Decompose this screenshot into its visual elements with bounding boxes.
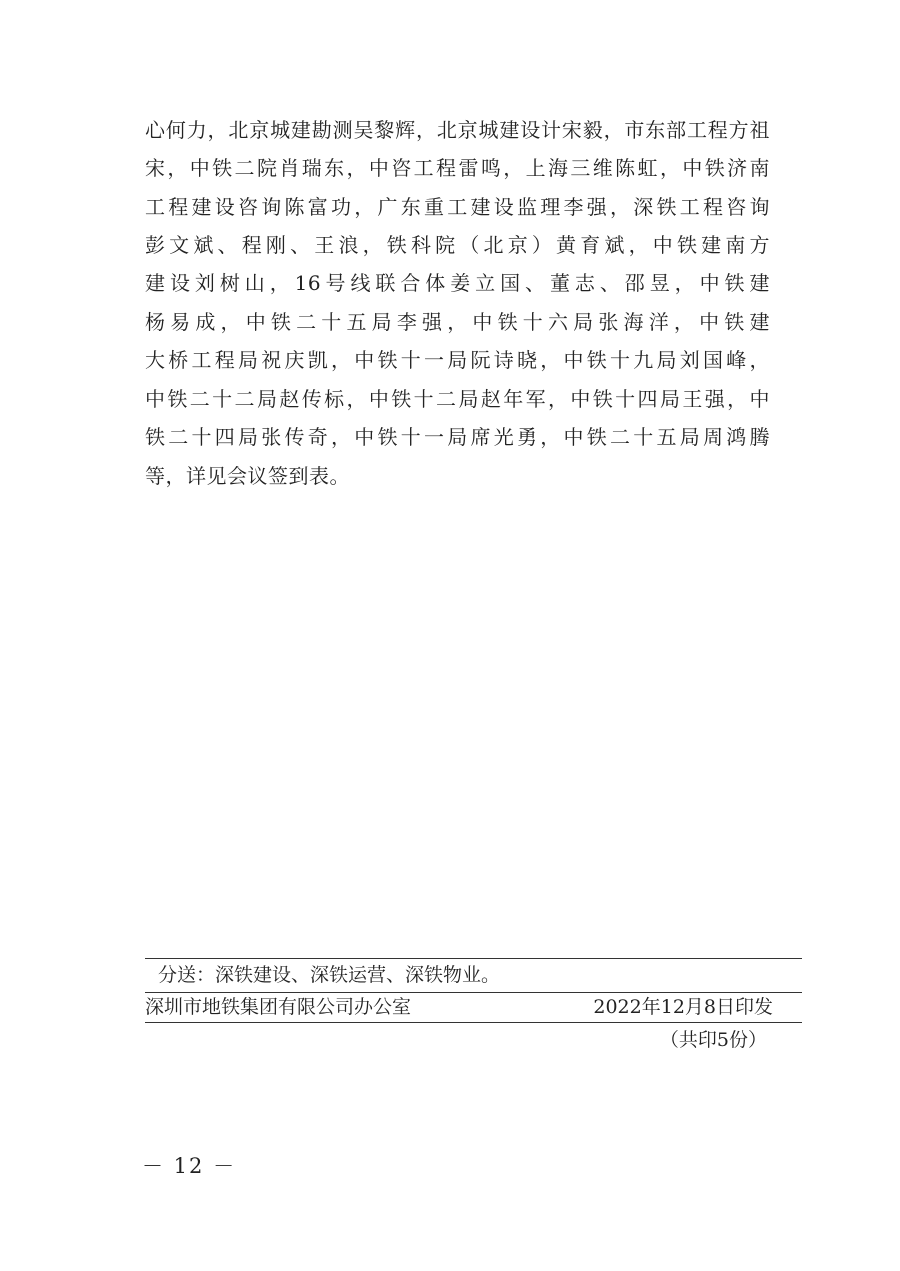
body-line: 等，详见会议签到表。 — [145, 464, 350, 488]
print-copies: （共印5份） — [659, 1029, 767, 1051]
distribution-line: 分送：深铁建设、深铁运营、深铁物业。 — [158, 964, 501, 986]
body-line: 大桥工程局祝庆凯，中铁十一局阮诗晓，中铁十九局刘国峰， — [145, 348, 770, 372]
body-line: 宋，中铁二院肖瑞东，中咨工程雷鸣，上海三维陈虹，中铁济南 — [145, 156, 770, 180]
footer-rule-bottom — [145, 1022, 802, 1023]
body-line: 铁二十四局张传奇，中铁十一局席光勇，中铁二十五局周鸿腾 — [145, 425, 770, 449]
body-line: 建设刘树山，16号线联合体姜立国、董志、邵昱，中铁建 — [145, 271, 770, 295]
issue-date: 2022年12月8日印发 — [593, 996, 773, 1018]
body-line: 杨易成，中铁二十五局李强，中铁十六局张海洋，中铁建 — [145, 310, 770, 334]
body-line: 彭文斌、程刚、王浪，铁科院（北京）黄育斌，中铁建南方 — [145, 233, 770, 257]
body-line: 中铁二十二局赵传标，中铁十二局赵年军，中铁十四局王强，中 — [145, 387, 770, 411]
issuer-name: 深圳市地铁集团有限公司办公室 — [145, 996, 412, 1018]
footer-rule-top — [145, 958, 802, 959]
body-line: 心何力，北京城建勘测吴黎辉，北京城建设计宋毅，市东部工程方祖 — [145, 118, 770, 142]
page-number: － 12 － — [142, 1154, 237, 1178]
footer-rule-middle — [145, 992, 802, 993]
body-line: 工程建设咨询陈富功，广东重工建设监理李强，深铁工程咨询 — [145, 195, 770, 219]
